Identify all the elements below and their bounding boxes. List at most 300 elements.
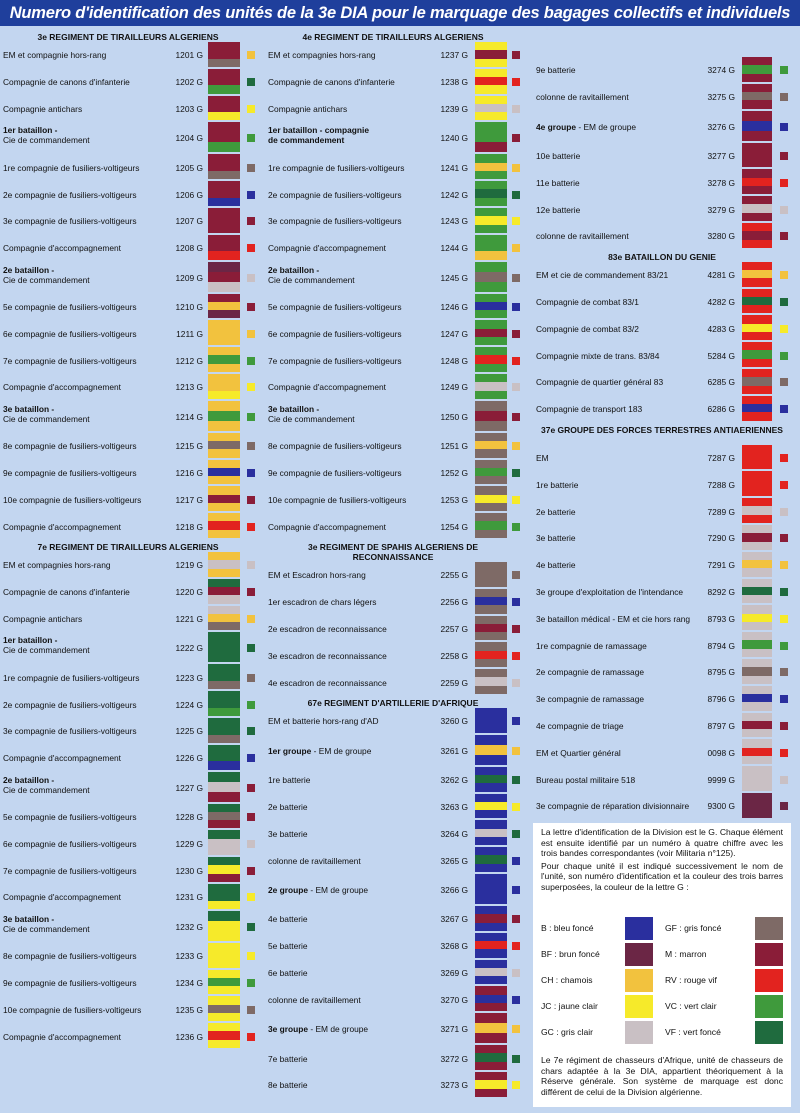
color-strip bbox=[208, 943, 240, 968]
unit-code: 1246 G bbox=[440, 302, 468, 312]
band bbox=[475, 85, 507, 93]
band bbox=[208, 830, 240, 838]
letter-color-square bbox=[512, 717, 520, 725]
band bbox=[742, 542, 772, 550]
letter-color-square bbox=[247, 191, 255, 199]
letter-color-square bbox=[247, 644, 255, 652]
group-name: 1er groupe bbox=[268, 745, 312, 756]
letter-color-square bbox=[780, 749, 788, 757]
band bbox=[208, 847, 240, 855]
unit-label: 5e compagnie de fusiliers-voltigeurs bbox=[268, 302, 402, 312]
letter-color-square bbox=[512, 1081, 520, 1089]
band bbox=[208, 745, 240, 753]
unit-label: 7e compagnie de fusiliers-voltigeurs bbox=[3, 865, 137, 876]
unit-label: Cie de commandement bbox=[3, 784, 90, 795]
unit-code: 1220 G bbox=[175, 587, 203, 598]
unit-code: 1216 G bbox=[175, 468, 203, 478]
unit-label: 1re compagnie de fusiliers-voltigeurs bbox=[3, 162, 140, 173]
band bbox=[742, 595, 772, 603]
color-strip bbox=[208, 632, 240, 662]
band bbox=[208, 189, 240, 197]
color-strip bbox=[208, 772, 240, 802]
band bbox=[208, 503, 240, 511]
band bbox=[475, 132, 507, 142]
band bbox=[742, 289, 772, 297]
band bbox=[742, 204, 772, 212]
unit-label: 4e escadron de reconnaissance bbox=[268, 677, 387, 688]
unit-code: 1248 G bbox=[440, 355, 468, 366]
unit-code: 3268 G bbox=[440, 941, 468, 952]
letter-color-square bbox=[247, 893, 255, 901]
letter-color-square bbox=[247, 78, 255, 86]
band bbox=[208, 892, 240, 900]
band bbox=[475, 104, 507, 112]
band bbox=[208, 243, 240, 251]
band bbox=[475, 562, 507, 570]
unit-label: Cie de commandement bbox=[268, 413, 355, 424]
unit-label: Compagnie de combat 83/1 bbox=[536, 297, 639, 307]
band bbox=[742, 369, 772, 377]
band bbox=[475, 995, 507, 1003]
band bbox=[475, 755, 507, 765]
band bbox=[475, 986, 507, 994]
legend-swatch bbox=[755, 943, 783, 966]
band bbox=[475, 579, 507, 587]
band bbox=[208, 382, 240, 390]
color-strip bbox=[475, 767, 507, 792]
unit-label: Compagnie d'accompagnement bbox=[3, 521, 121, 532]
color-strip bbox=[208, 804, 240, 829]
group-suffix: - EM de groupe bbox=[576, 121, 637, 132]
unit-code: 1213 G bbox=[175, 382, 203, 393]
group-name: 2e groupe bbox=[268, 885, 309, 895]
letter-color-square bbox=[512, 830, 520, 838]
unit-group-label bbox=[268, 746, 448, 756]
legend-swatch bbox=[755, 969, 783, 992]
band bbox=[475, 513, 507, 521]
letter-color-square bbox=[247, 727, 255, 735]
band bbox=[742, 471, 772, 479]
band bbox=[475, 401, 507, 411]
color-strip bbox=[475, 181, 507, 206]
unit-label: 5e compagnie de fusiliers-voltigeurs bbox=[3, 302, 137, 312]
band bbox=[742, 131, 772, 141]
band bbox=[475, 347, 507, 355]
band bbox=[208, 235, 240, 243]
band bbox=[208, 804, 240, 812]
unit-code: 3275 G bbox=[707, 92, 735, 103]
unit-label: 1re compagnie de fusiliers-voltigeurs bbox=[268, 162, 405, 173]
color-strip bbox=[742, 143, 772, 168]
section-heading: 83e BATAILLON DU GENIE bbox=[608, 251, 716, 262]
band bbox=[475, 391, 507, 399]
band bbox=[475, 154, 507, 162]
unit-label: EM et compagnies hors-rang bbox=[268, 50, 376, 61]
color-strip bbox=[742, 84, 772, 109]
letter-color-square bbox=[512, 164, 520, 172]
band bbox=[475, 163, 507, 171]
band bbox=[742, 667, 772, 675]
band bbox=[208, 606, 240, 614]
color-strip bbox=[475, 235, 507, 260]
unit-group-label: 2e bataillon - bbox=[3, 774, 55, 785]
unit-label: Cie de commandement bbox=[268, 274, 355, 285]
color-strip bbox=[742, 196, 772, 221]
color-strip bbox=[208, 691, 240, 716]
band bbox=[475, 272, 507, 282]
band bbox=[208, 614, 240, 622]
unit-label: 5e batterie bbox=[268, 941, 308, 952]
color-strip bbox=[475, 513, 507, 538]
color-strip bbox=[475, 486, 507, 511]
letter-color-square bbox=[247, 383, 255, 391]
letter-color-square bbox=[247, 1006, 255, 1014]
color-strip bbox=[475, 42, 507, 67]
band bbox=[742, 568, 772, 576]
band bbox=[475, 933, 507, 941]
band bbox=[475, 216, 507, 224]
band bbox=[475, 597, 507, 605]
band bbox=[742, 278, 772, 286]
band bbox=[742, 159, 772, 167]
letter-color-square bbox=[780, 534, 788, 542]
unit-code: 3271 G bbox=[440, 1024, 468, 1035]
band bbox=[208, 294, 240, 302]
letter-color-square bbox=[512, 303, 520, 311]
color-strip bbox=[208, 1023, 240, 1048]
band bbox=[742, 748, 772, 756]
band bbox=[742, 587, 772, 595]
unit-code: 3262 G bbox=[440, 775, 468, 786]
band bbox=[208, 85, 240, 93]
unit-code: 1207 G bbox=[175, 216, 203, 227]
letter-color-square bbox=[780, 668, 788, 676]
color-strip bbox=[475, 820, 507, 845]
unit-code: 2256 G bbox=[440, 597, 468, 608]
band bbox=[742, 579, 772, 587]
letter-color-square bbox=[780, 179, 788, 187]
band bbox=[742, 756, 772, 764]
letter-color-square bbox=[780, 454, 788, 462]
band bbox=[208, 468, 240, 476]
page-title: Numero d'identification des unités de la 3e DIA pour le marquage des bagages collectifs et individuels bbox=[0, 0, 800, 26]
band bbox=[742, 498, 772, 506]
letter-color-square bbox=[780, 66, 788, 74]
letter-color-square bbox=[512, 996, 520, 1004]
unit-code: 3273 G bbox=[440, 1080, 468, 1091]
letter-color-square bbox=[512, 217, 520, 225]
letter-color-square bbox=[512, 330, 520, 338]
color-strip bbox=[208, 181, 240, 206]
unit-code: 8292 G bbox=[707, 587, 735, 597]
unit-label: 3e batterie bbox=[536, 533, 576, 544]
color-strip bbox=[475, 616, 507, 641]
band bbox=[208, 272, 240, 282]
unit-code: 1224 G bbox=[175, 699, 203, 710]
band bbox=[742, 445, 772, 453]
unit-label: 10e compagnie de fusiliers-voltigeurs bbox=[3, 1004, 142, 1015]
band bbox=[208, 691, 240, 699]
band bbox=[208, 1040, 240, 1048]
section-heading: 4e REGIMENT DE TIRAILLEURS ALGERIENS bbox=[302, 32, 484, 42]
band bbox=[208, 122, 240, 132]
color-strip bbox=[475, 96, 507, 121]
band bbox=[208, 681, 240, 689]
unit-code: 1245 G bbox=[440, 272, 468, 283]
unit-label: 6e compagnie de fusiliers-voltigeurs bbox=[268, 328, 402, 339]
letter-color-square bbox=[512, 191, 520, 199]
unit-label: 1re batterie bbox=[536, 479, 579, 490]
band bbox=[208, 50, 240, 58]
band bbox=[742, 231, 772, 239]
letter-color-square bbox=[780, 615, 788, 623]
unit-label: Compagnie d'accompagnement bbox=[3, 1031, 121, 1042]
band bbox=[475, 460, 507, 468]
letter-color-square bbox=[247, 244, 255, 252]
letter-color-square bbox=[247, 105, 255, 113]
color-strip bbox=[742, 471, 772, 496]
band bbox=[475, 225, 507, 233]
color-strip bbox=[208, 262, 240, 292]
unit-code: 1253 G bbox=[440, 494, 468, 505]
color-strip bbox=[742, 605, 772, 630]
unit-code: 8794 G bbox=[707, 640, 735, 651]
unit-group-label: 1er bataillon - bbox=[3, 635, 58, 646]
unit-code: 1212 G bbox=[175, 355, 203, 366]
unit-label: Compagnie de transport 183 bbox=[536, 404, 643, 415]
unit-code: 7291 G bbox=[707, 560, 735, 571]
letter-color-square bbox=[247, 952, 255, 960]
color-strip bbox=[208, 96, 240, 121]
band bbox=[475, 243, 507, 251]
band bbox=[742, 262, 772, 270]
unit-code: 1235 G bbox=[175, 1004, 203, 1015]
unit-label: 5e compagnie de fusiliers-voltigeurs bbox=[3, 812, 137, 822]
section-heading: 67e REGIMENT D'ARTILLERIE D'AFRIQUE bbox=[307, 698, 479, 708]
unit-code: 3264 G bbox=[440, 828, 468, 839]
color-strip bbox=[475, 960, 507, 985]
unit-label: Compagnie antichars bbox=[3, 104, 83, 114]
band bbox=[475, 894, 507, 904]
unit-label: 4e batterie bbox=[268, 914, 308, 925]
legend-label: VF : vert foncé bbox=[665, 1027, 721, 1037]
unit-label: 1er escadron de chars légers bbox=[268, 597, 377, 608]
band bbox=[208, 931, 240, 941]
band bbox=[742, 506, 772, 514]
band bbox=[208, 171, 240, 179]
color-strip bbox=[475, 933, 507, 958]
band bbox=[208, 587, 240, 595]
band bbox=[742, 396, 772, 404]
band bbox=[742, 453, 772, 461]
band bbox=[475, 1003, 507, 1011]
band bbox=[742, 793, 772, 801]
unit-code: 1204 G bbox=[175, 133, 203, 144]
band bbox=[475, 855, 507, 863]
unit-label: Compagnie antichars bbox=[3, 614, 83, 624]
unit-label: 12e batterie bbox=[536, 204, 581, 215]
unit-code: 1239 G bbox=[440, 104, 468, 114]
unit-code: 4282 G bbox=[707, 297, 735, 307]
color-strip bbox=[742, 659, 772, 684]
band bbox=[208, 59, 240, 67]
color-strip bbox=[208, 911, 240, 941]
letter-color-square bbox=[247, 330, 255, 338]
band bbox=[475, 1013, 507, 1023]
unit-code: 3269 G bbox=[440, 968, 468, 978]
color-strip bbox=[742, 262, 772, 287]
band bbox=[208, 901, 240, 909]
unit-label: 10e compagnie de fusiliers-voltigeurs bbox=[3, 494, 142, 505]
letter-color-square bbox=[512, 105, 520, 113]
band bbox=[208, 310, 240, 318]
unit-code: 1234 G bbox=[175, 978, 203, 988]
letter-color-square bbox=[247, 357, 255, 365]
letter-color-square bbox=[512, 413, 520, 421]
unit-code: 3272 G bbox=[440, 1053, 468, 1064]
unit-code: 1203 G bbox=[175, 104, 203, 114]
color-strip bbox=[475, 708, 507, 733]
band bbox=[475, 96, 507, 104]
unit-label: 3e compagnie de fusiliers-voltigeurs bbox=[3, 216, 137, 227]
color-strip bbox=[208, 718, 240, 743]
band bbox=[208, 921, 240, 931]
letter-color-square bbox=[780, 561, 788, 569]
band bbox=[742, 461, 772, 469]
unit-label: colonne de ravitaillement bbox=[536, 92, 629, 103]
band bbox=[208, 839, 240, 847]
color-strip bbox=[208, 884, 240, 909]
band bbox=[208, 996, 240, 1004]
band bbox=[475, 374, 507, 382]
letter-color-square bbox=[512, 625, 520, 633]
unit-code: 9300 G bbox=[707, 801, 735, 812]
unit-label: EM et batterie hors-rang d'AD bbox=[268, 716, 379, 727]
letter-color-square bbox=[512, 571, 520, 579]
color-strip bbox=[742, 289, 772, 314]
color-strip bbox=[208, 579, 240, 604]
letter-color-square bbox=[247, 615, 255, 623]
letter-color-square bbox=[780, 123, 788, 131]
unit-label: 3e batterie bbox=[268, 828, 308, 839]
band bbox=[475, 69, 507, 77]
unit-label: 3e escadron de reconnaissance bbox=[268, 650, 387, 661]
unit-label: 8e compagnie de fusiliers-voltigeurs bbox=[268, 441, 402, 452]
color-strip bbox=[208, 857, 240, 882]
unit-code: 1247 G bbox=[440, 328, 468, 339]
band bbox=[208, 282, 240, 292]
unit-label: 2e compagnie de fusiliers-voltigeurs bbox=[268, 189, 402, 200]
band bbox=[742, 270, 772, 278]
unit-label: Cie de commandement bbox=[3, 413, 90, 424]
unit-code: 8796 G bbox=[707, 694, 735, 705]
band bbox=[475, 302, 507, 310]
band bbox=[475, 198, 507, 206]
band bbox=[475, 329, 507, 337]
info-intro: La lettre d'identification de la Division est le G. Chaque élément est ensuite identifié par un numéro à quatre chiffre avec les trois bandes correspondantes (voir Militaria n°125). bbox=[541, 827, 783, 858]
color-strip bbox=[208, 320, 240, 345]
unit-code: 1233 G bbox=[175, 951, 203, 962]
letter-color-square bbox=[247, 274, 255, 282]
band bbox=[475, 320, 507, 328]
band bbox=[742, 766, 772, 774]
letter-color-square bbox=[512, 134, 520, 142]
letter-color-square bbox=[512, 1025, 520, 1033]
legend-swatch bbox=[625, 917, 653, 940]
band bbox=[208, 401, 240, 411]
band bbox=[742, 297, 772, 305]
band bbox=[475, 1062, 507, 1070]
band bbox=[208, 726, 240, 734]
band bbox=[208, 69, 240, 77]
band bbox=[208, 337, 240, 345]
unit-label: Cie de commandement bbox=[3, 923, 90, 934]
letter-color-square bbox=[512, 679, 520, 687]
band bbox=[208, 884, 240, 892]
unit-code: 5284 G bbox=[707, 350, 735, 361]
unit-label: 3e groupe d'exploitation de l'intendance bbox=[536, 587, 684, 597]
legend-swatch bbox=[625, 943, 653, 966]
band bbox=[475, 59, 507, 67]
letter-color-square bbox=[247, 1033, 255, 1041]
band bbox=[742, 57, 772, 65]
band bbox=[742, 640, 772, 648]
letter-color-square bbox=[512, 942, 520, 950]
color-strip bbox=[208, 513, 240, 538]
letter-color-square bbox=[780, 271, 788, 279]
unit-code: 3274 G bbox=[707, 65, 735, 76]
band bbox=[208, 943, 240, 951]
band bbox=[742, 649, 772, 657]
band bbox=[208, 154, 240, 162]
letter-color-square bbox=[247, 134, 255, 142]
letter-color-square bbox=[780, 588, 788, 596]
band bbox=[208, 761, 240, 769]
band bbox=[208, 820, 240, 828]
band bbox=[475, 976, 507, 984]
letter-color-square bbox=[247, 754, 255, 762]
letter-color-square bbox=[512, 274, 520, 282]
band bbox=[475, 960, 507, 968]
unit-label: 1re batterie bbox=[268, 775, 311, 786]
unit-code: 1231 G bbox=[175, 892, 203, 903]
color-strip bbox=[208, 664, 240, 689]
unit-label: colonne de ravitaillement bbox=[536, 231, 629, 242]
letter-color-square bbox=[247, 561, 255, 569]
unit-label: 7e compagnie de fusiliers-voltigeurs bbox=[3, 355, 137, 366]
unit-label: 10e compagnie de fusiliers-voltigeurs bbox=[268, 494, 407, 505]
letter-color-square bbox=[247, 496, 255, 504]
band bbox=[475, 337, 507, 345]
letter-color-square bbox=[247, 840, 255, 848]
unit-label: 3e compagnie de fusiliers-voltigeurs bbox=[268, 216, 402, 227]
band bbox=[475, 112, 507, 120]
unit-code: 3270 G bbox=[440, 994, 468, 1005]
color-strip bbox=[742, 766, 772, 791]
legend-swatch bbox=[755, 995, 783, 1018]
unit-group-label: 3e bataillon - bbox=[268, 403, 320, 414]
band bbox=[208, 986, 240, 994]
unit-label: Compagnie mixte de trans. 83/84 bbox=[536, 350, 660, 361]
color-strip bbox=[475, 1013, 507, 1043]
band bbox=[208, 595, 240, 603]
letter-color-square bbox=[512, 803, 520, 811]
band bbox=[742, 686, 772, 694]
band bbox=[208, 112, 240, 120]
color-strip bbox=[475, 460, 507, 485]
band bbox=[208, 104, 240, 112]
unit-code: 7288 G bbox=[707, 479, 735, 490]
